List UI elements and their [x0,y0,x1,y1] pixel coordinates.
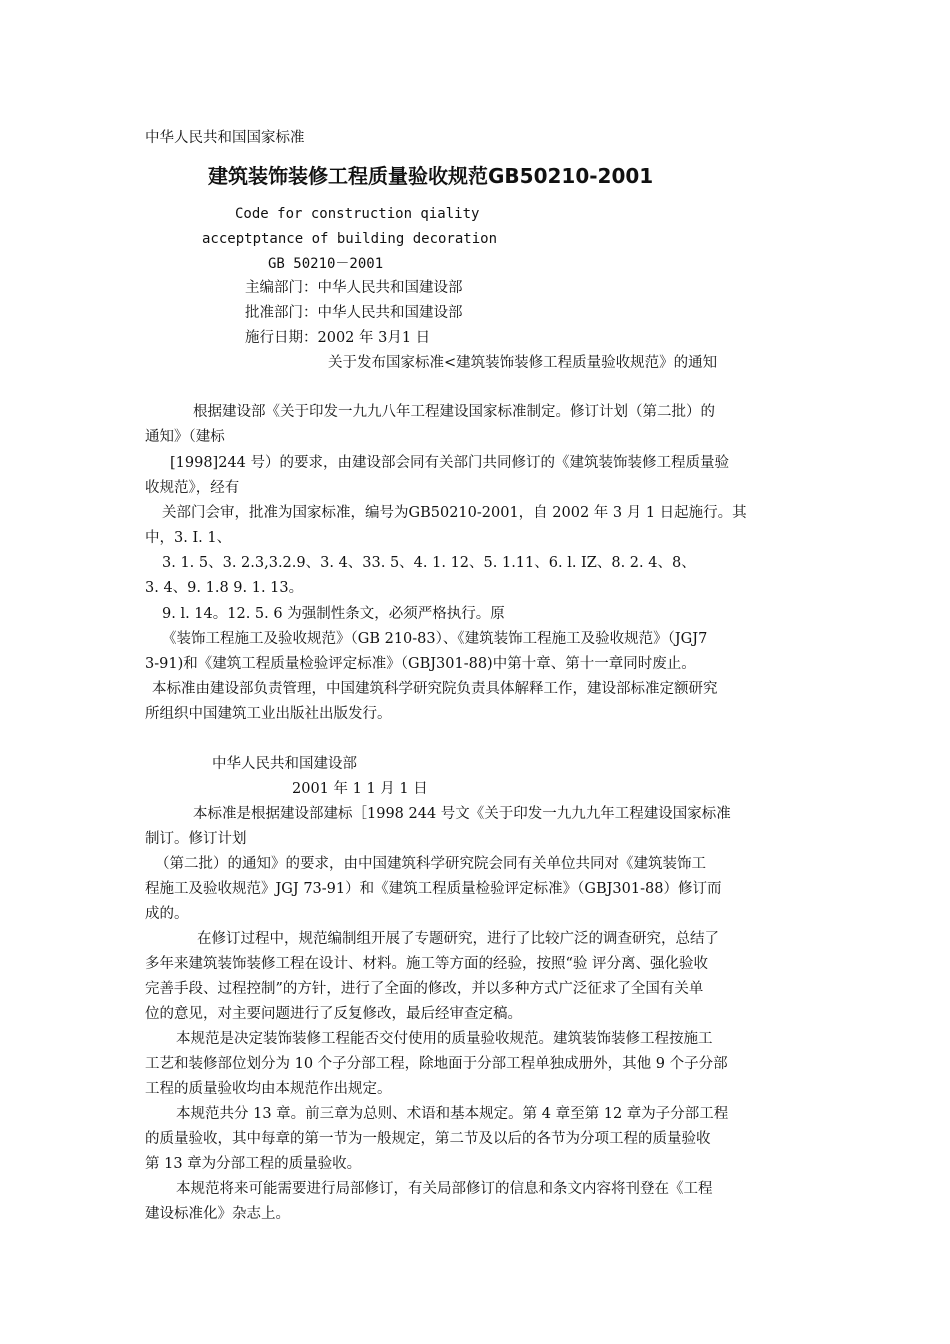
notice-line: 通知》（建标 [145,429,225,445]
standard-code: GB 50210－2001 [268,256,384,272]
notice-line: 根据建设部《关于印发一九九八年工程建设国家标准制定。修订计划（第二批）的 [193,404,715,420]
notice-line: 《装饰工程施工及验收规范》（GB 210-83）、《建筑装饰工程施工及验收规范》（JGJ7 [162,631,708,647]
preface-line: 本规范是决定装饰装修工程能否交付使用的质量验收规范。建筑装饰装修工程按施工 [176,1031,713,1047]
preface-line: 成的。 [145,906,189,922]
notice-title: 关于发布国家标准<建筑装饰装修工程质量验收规范》的通知 [328,355,718,371]
preface-line: 本规范将来可能需要进行局部修订，有关局部修订的信息和条文内容将刊登在《工程 [176,1181,713,1197]
preface-line: 完善手段、过程控制”的方针，进行了全面的修改，并以多种方式广泛征求了全国有关单 [145,981,704,997]
preface-line: 的质量验收，其中每章的第一节为一般规定，第二节及以后的各节为分项工程的质量验收 [145,1131,711,1147]
preface-line: 在修订过程中，规范编制组开展了专题研究，进行了比较广泛的调查研究，总结了 [197,931,719,947]
notice-line: 9. l. 14。12. 5. 6 为强制性条文，必须严格执行。原 [162,606,505,622]
notice-line: 收规范》，经有 [145,480,240,496]
issue-date: 2001 年 1 1 月 1 日 [292,781,428,797]
preface-line: 位的意见，对主要问题进行了反复修改，最后经审查定稿。 [145,1006,522,1022]
preface-line: 第 13 章为分部工程的质量验收。 [145,1156,362,1172]
approval-department: 批准部门：中华人民共和国建设部 [245,305,463,321]
preface-line: 本标准是根据建设部建标［1998 244 号文《关于印发一九九九年工程建设国家标准 [193,806,731,822]
preface-line: 制订。修订计划 [145,831,247,847]
preface-line: 多年来建筑装饰装修工程在设计、材料。施工等方面的经验，按照“验 评分离、强化验收 [145,956,709,972]
preface-line: （第二批）的通知》的要求，由中国建筑科学研究院会同有关单位共同对《建筑装饰工 [155,856,706,872]
notice-line: 3. 4、9. 1.8 9. 1. 13。 [145,580,304,596]
english-title-line-2: acceptptance of building decoration [202,231,498,247]
effective-date: 施行日期：2002 年 3月1 日 [245,330,431,346]
standard-category: 中华人民共和国国家标准 [145,130,305,146]
notice-line: 中，3. I. 1、 [145,530,232,546]
notice-line: 关部门会审，批准为国家标准，编号为GB50210-2001，自 2002 年 3 月 1 日起施行。其 [162,505,747,521]
notice-line: 本标准由建设部负责管理，中国建筑科学研究院负责具体解释工作，建设部标准定额研究 [152,681,718,697]
preface-line: 工程的质量验收均由本规范作出规定。 [145,1081,392,1097]
notice-line: 3-91)和《建筑工程质量检验评定标准》（GBJ301-88)中第十章、第十一章同时废止。 [145,656,696,672]
preface-line: 本规范共分 13 章。前三章为总则、术语和基本规定。第 4 章至第 12 章为子分部工程 [176,1106,729,1122]
notice-line: [1998]244 号）的要求，由建设部会同有关部门共同修订的《建筑装饰装修工程质量验 [170,455,729,471]
notice-line: 3. 1. 5、3. 2.3,3.2.9、3. 4、33. 5、4. 1. 12、5. 1.11、6. l. IZ、8. 2. 4、8、 [162,555,696,571]
preface-line: 程施工及验收规范》JGJ 73-91）和《建筑工程质量检验评定标准》（GBJ301-88）修订而 [145,881,722,897]
issuing-organization: 中华人民共和国建设部 [212,756,357,772]
document-title: 建筑装饰装修工程质量验收规范GB50210-2001 [208,164,654,188]
notice-line: 所组织中国建筑工业出版社出版发行。 [145,706,392,722]
preface-line: 建设标准化》杂志上。 [145,1206,290,1222]
english-title-line-1: Code for construction qiality [235,206,480,222]
editor-department: 主编部门：中华人民共和国建设部 [245,280,463,296]
preface-line: 工艺和装修部位划分为 10 个子分部工程，除地面于分部工程单独成册外，其他 9 个子分部 [145,1056,728,1072]
